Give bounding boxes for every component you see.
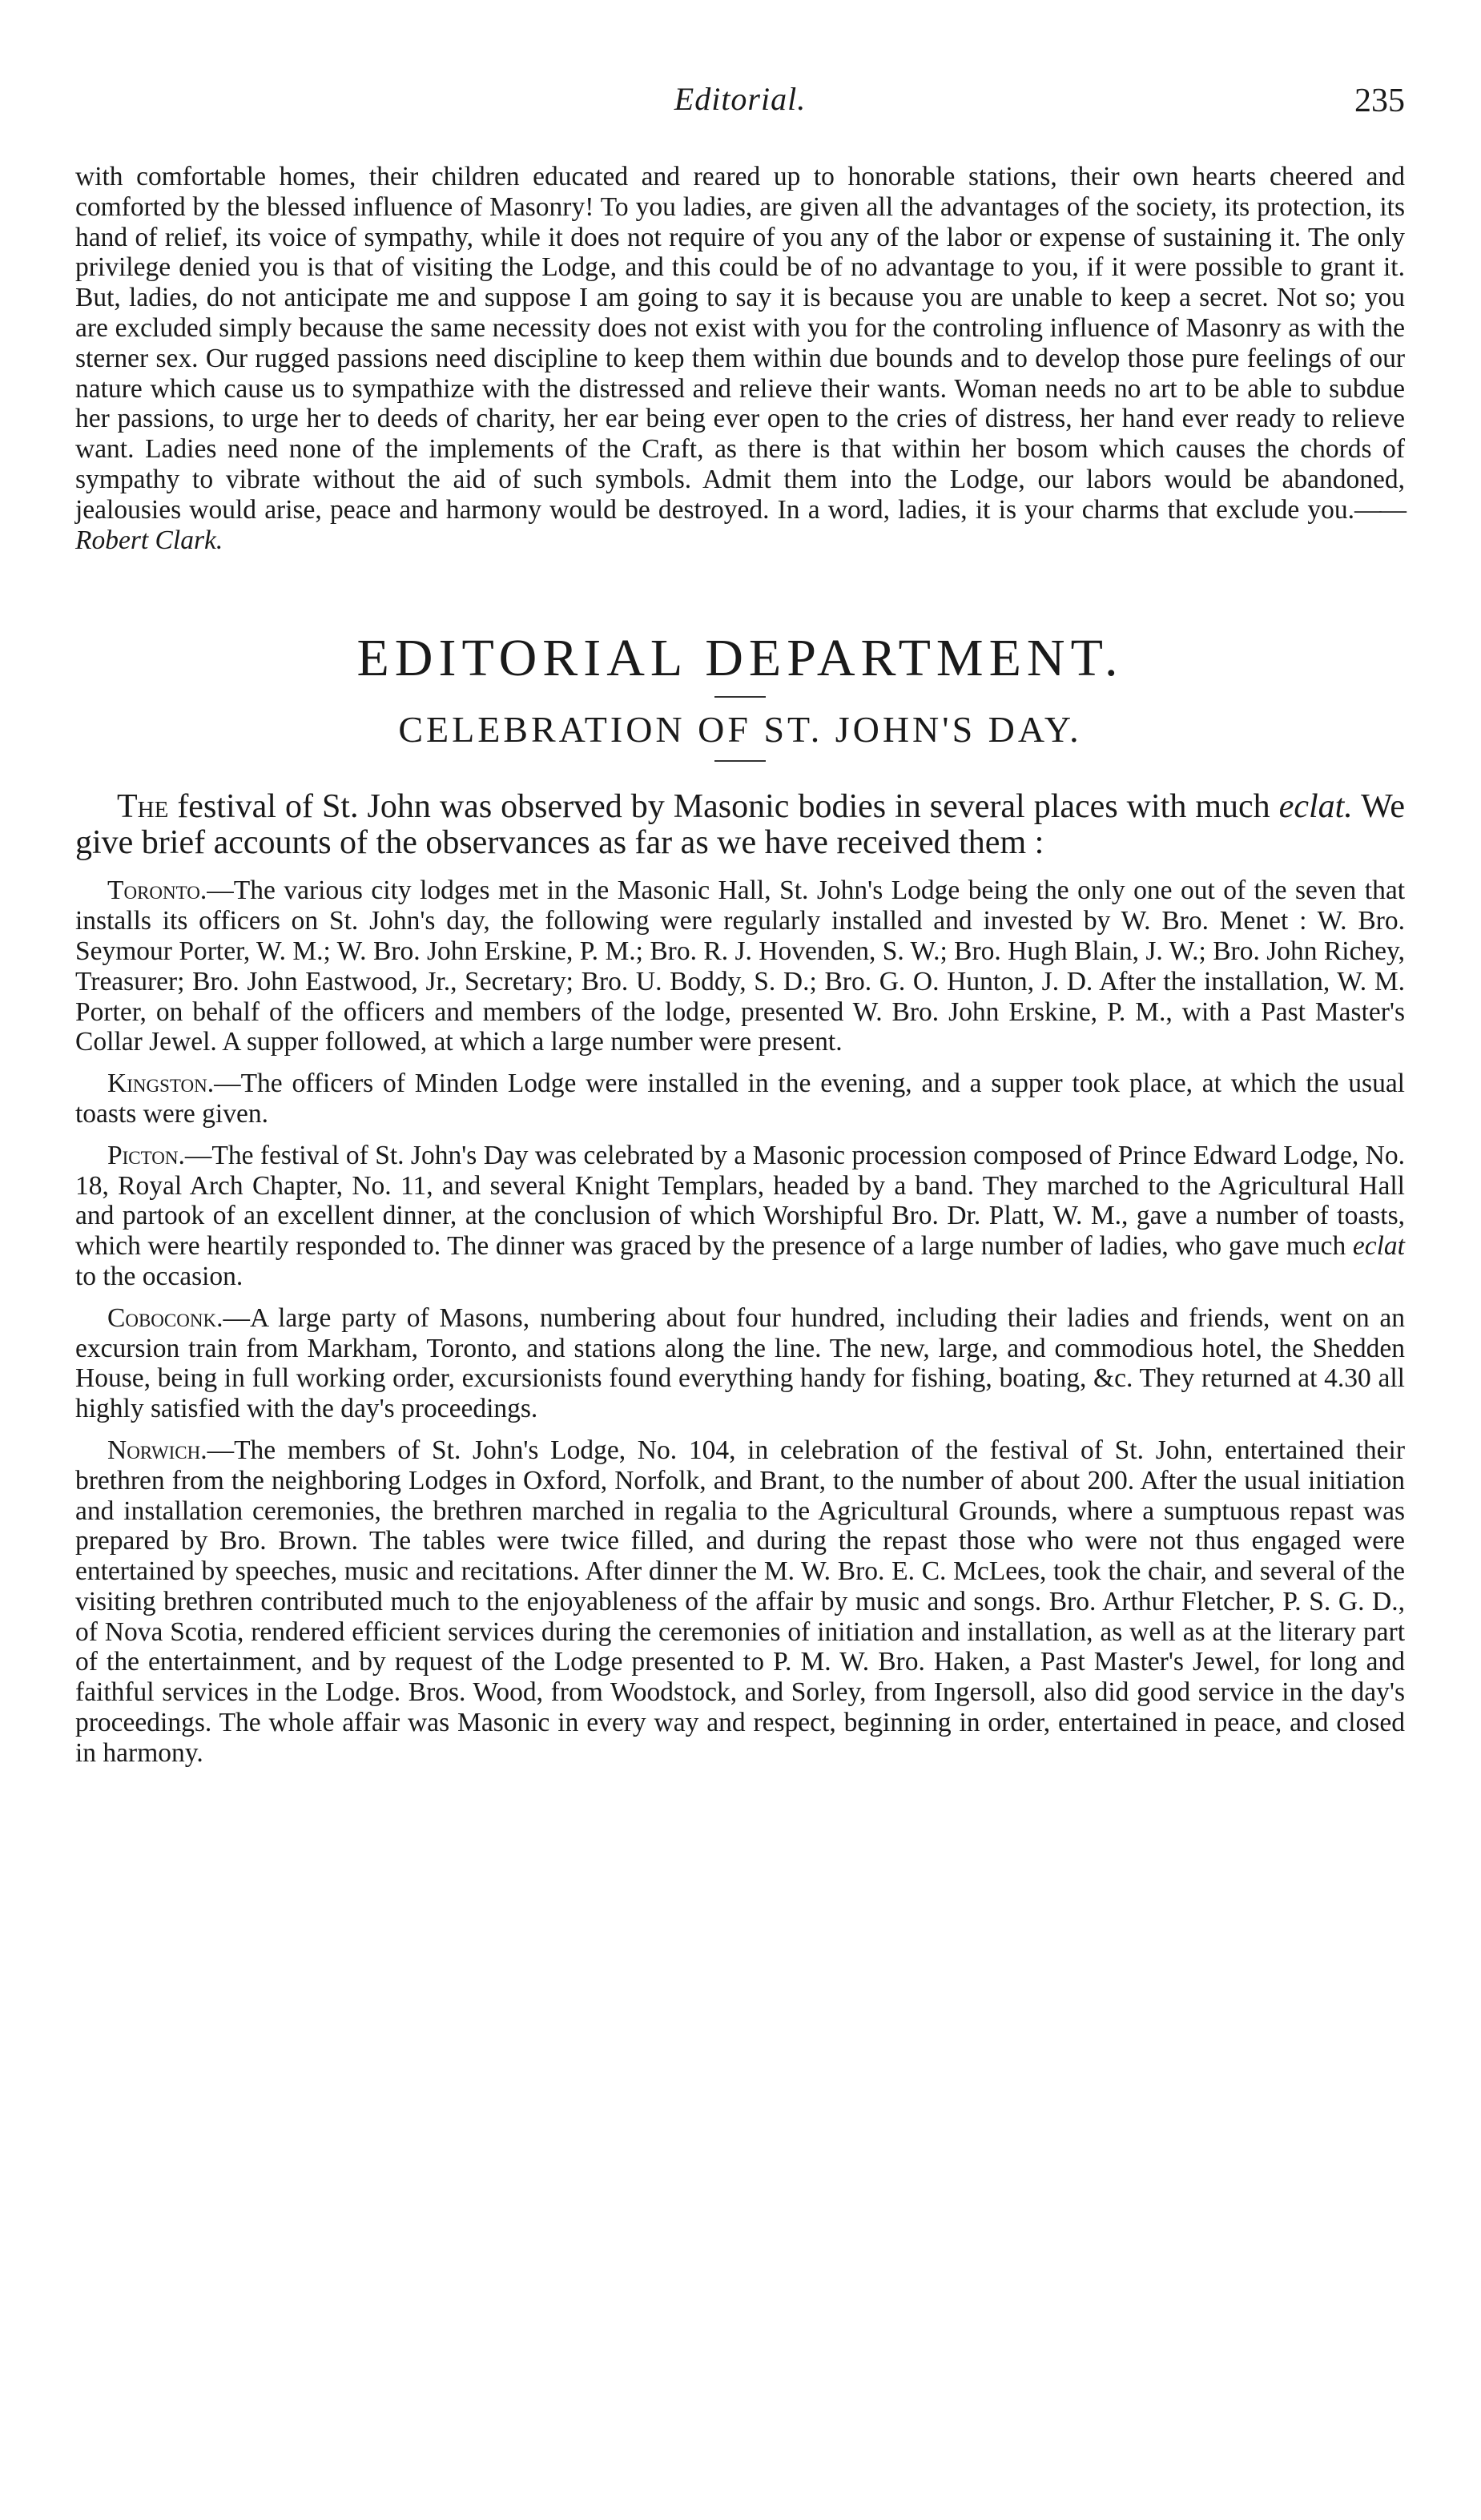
entry-text: —The members of St. John's Lodge, No. 104, in celebration of the festival of St. John, entertained their brethren from the neighboring Lodges in Oxford, Norfolk, and Brant, to the number of about 200. After the usual initiation and installation ceremonies, the brethren marched in regalia to the Agricultural Grounds, where a sumptuous repast was prepared by Bro. Brown. The tables were twice filled, and during the repast those who were not thus engaged were entertained by speeches, music and recitations. After dinner the M. W. Bro. E. C. McLees, took the chair, and several of the visiting brethren contributed much to the enjoyableness of the affair by music and songs. Bro. Arthur Fletcher, P. S. G. D., of Nova Scotia, rendered efficient services during the ceremonies of initiation and installation, as well as at the literary part of the entertainment, and by request of the Lodge presented to P. M. W. Bro. Haken, a Past Master's Jewel, for long and faithful services in the Lodge. Bros. Wood, from Woodstock, and Sorley, from Ingersoll, also did good service in the day's proceedings. The whole affair was Masonic in every way and respect, beginning in order, entertained in peace, and closed in harmony. bbox=[75, 1435, 1405, 1768]
lead-paragraph bbox=[75, 789, 1405, 861]
entry-place: Toronto. bbox=[107, 876, 207, 906]
page-number: 235 bbox=[1354, 83, 1405, 119]
entry-text: —The festival of St. John's Day was celebrated by a Masonic procession composed of Prince Edward Lodge, No. 18, Royal Arch Chapter, No. 11, and several Knight Templars, headed by a band. They marched to the Agricultural Hall and partook of an excellent dinner, at the conclusion of which Worshipful Bro. Dr. Platt, W. M., gave a number of toasts, which were heartily responded to. The dinner was graced by the presence of a large number of ladies, who gave much bbox=[75, 1140, 1405, 1262]
entry-text-end: to the occasion. bbox=[75, 1261, 243, 1291]
running-title: Editorial. bbox=[674, 81, 807, 117]
continued-text: with comfortable homes, their children educated and reared up to honorable stations, their own hearts cheered and comforted by the blessed influence of Masonry! To you ladies, are given all the advantages of the society, its protection, its hand of relief, its voice of sympathy, while it does not require of you any of the labor or expense of sustaining it. The only privilege denied you is that of visiting the Lodge, and this could be of no advantage to you, if it were possible to grant it. But, ladies, do not anticipate me and suppose I am going to say it is because you are unable to keep a secret. Not so; you are excluded simply because the same necessity does not exist with you for the controling influence of Masonry as with the sterner sex. Our rugged passions need discipline to keep them within due bounds and to develop those pure feelings of our nature which cause us to sympathize with the distressed and relieve their wants. Woman needs no art to be able to subdue her passions, to urge her to deeds of charity, her ear being ever open to the cries of distress, her hand ever ready to relieve want. Ladies need none of the implements of the Craft, as there is that within her bosom which causes the chords of sympathy to vibrate without the aid of such symbols. Admit them into the Lodge, our labors would be abandoned, jealousies would arise, peace and harmony would be destroyed. In a word, ladies, it is your charms that exclude you. bbox=[75, 162, 1405, 525]
entry-picton bbox=[75, 1141, 1405, 1292]
entry-text: —A large party of Masons, numbering about four hundred, including their ladies and friends, went on an excursion train from Markham, Toronto, and stations along the line. The new, large, and commodious hotel, the Shedden House, being in full working order, excursionists found everything handy for fishing, boating, &c. They returned at 4.30 all highly satisfied with the day's proceedings. bbox=[75, 1302, 1405, 1424]
lead-end: We give brief accounts of the observances as far as we have received them : bbox=[75, 788, 1405, 862]
attribution-dash: —— bbox=[1354, 494, 1405, 525]
entry-place: Coboconk. bbox=[107, 1302, 223, 1333]
entry-norwich bbox=[75, 1435, 1405, 1769]
lead-first-word: The bbox=[117, 788, 169, 826]
attribution-author: Robert Clark. bbox=[75, 525, 223, 555]
department-title: EDITORIAL DEPARTMENT. bbox=[356, 629, 1124, 688]
entry-italic: eclat bbox=[1352, 1231, 1405, 1262]
running-head bbox=[75, 80, 1405, 130]
section-rule bbox=[714, 760, 766, 762]
entry-place: Norwich. bbox=[107, 1435, 207, 1465]
entry-text: —The officers of Minden Lodge were installed in the evening, and a supper took place, at which the usual toasts were given. bbox=[75, 1069, 1405, 1129]
page bbox=[75, 80, 1405, 1780]
entry-coboconk bbox=[75, 1303, 1405, 1424]
entry-toronto bbox=[75, 876, 1405, 1057]
lead-italic: eclat. bbox=[1278, 788, 1353, 826]
lead-text: festival of St. John was observed by Masonic bodies in several places with much bbox=[168, 788, 1279, 826]
entry-kingston bbox=[75, 1069, 1405, 1129]
entry-text: —The various city lodges met in the Masonic Hall, St. John's Lodge being the only one out of the seven that installs its officers on St. John's day, the following were regularly installed and invested by W. Bro. Menet : W. Bro. Seymour Porter, W. M.; W. Bro. John Erskine, P. M.; Bro. R. J. Hovenden, S. W.; Bro. Hugh Blain, J. W.; Bro. John Richey, Treasurer; Bro. John Eastwood, Jr., Secretary; Bro. U. Boddy, S. D.; Bro. G. O. Hunton, J. D. After the installation, W. M. Porter, on behalf of the officers and members of the lodge, presented W. Bro. John Erskine, P. M., with a Past Master's Collar Jewel. A supper followed, at which a large number were present. bbox=[75, 876, 1405, 1057]
continued-paragraph bbox=[75, 162, 1405, 555]
entry-place: Kingston. bbox=[107, 1069, 215, 1099]
entry-place: Picton. bbox=[107, 1140, 185, 1170]
title-rule bbox=[714, 696, 766, 698]
section-title: CELEBRATION OF ST. JOHN'S DAY. bbox=[398, 709, 1082, 751]
